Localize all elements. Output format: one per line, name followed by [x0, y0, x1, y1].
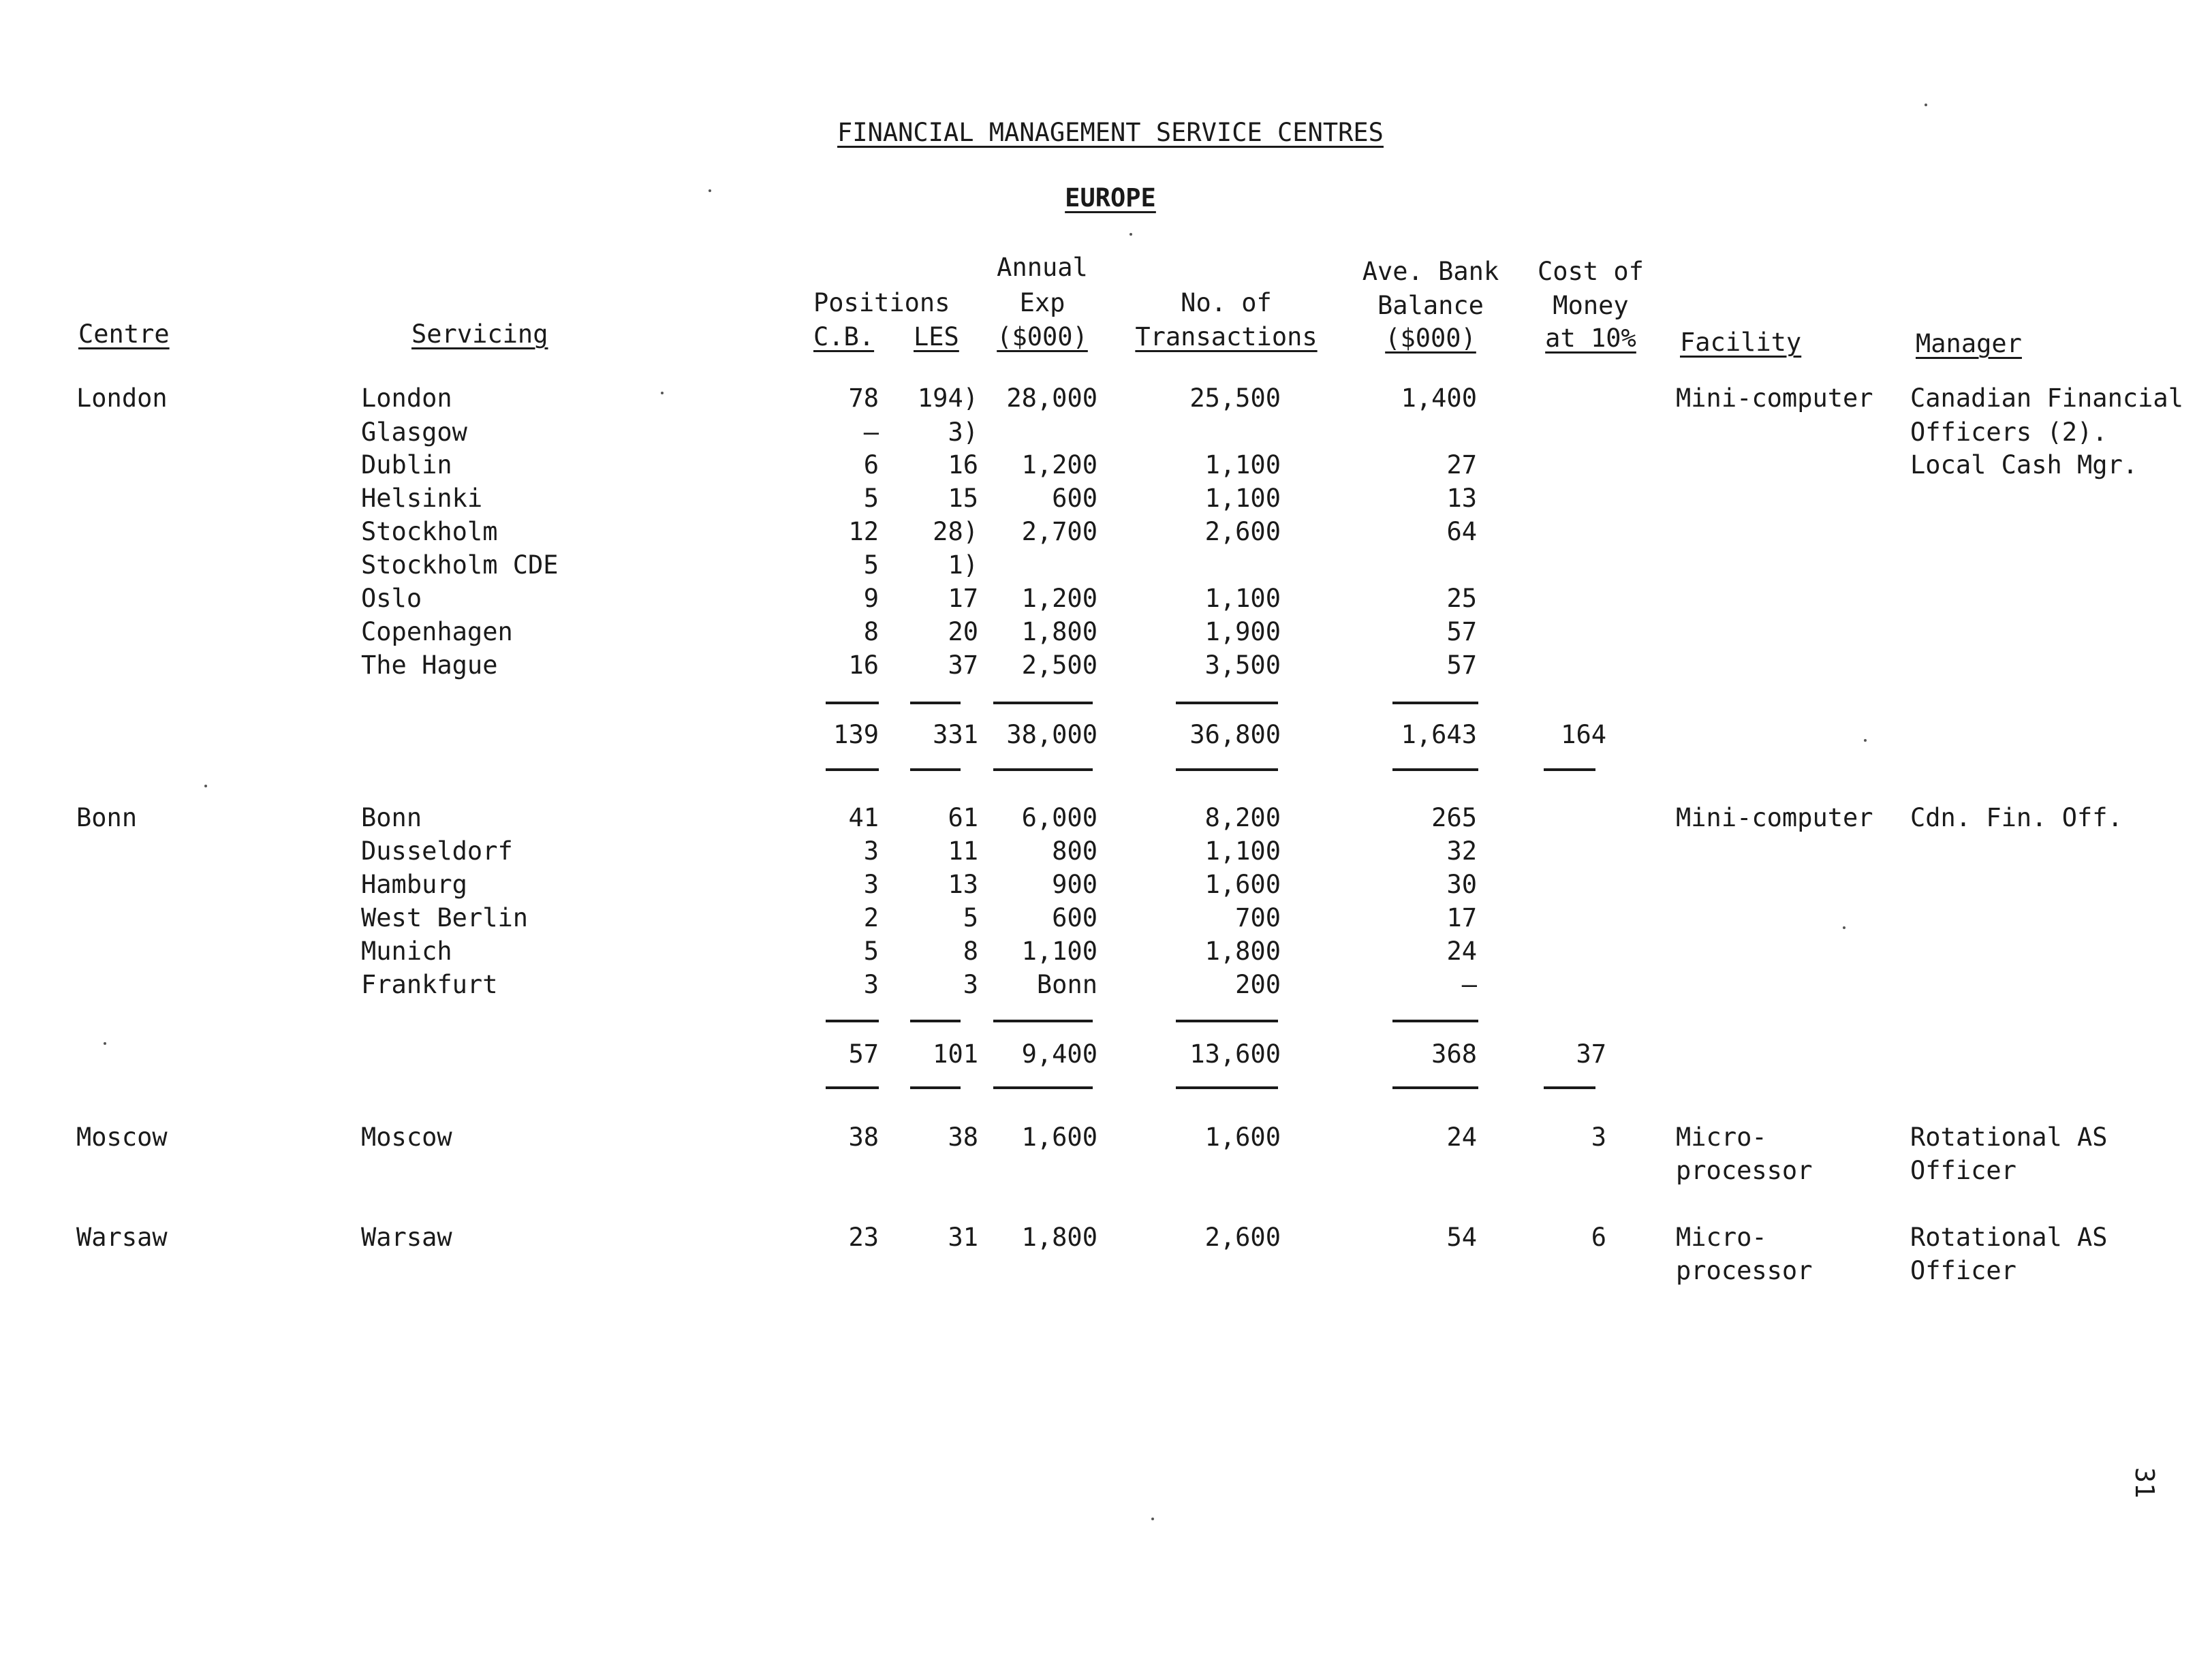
page-number: 31	[2129, 1467, 2160, 1498]
total-rule	[910, 702, 961, 704]
cell-exp: 900	[1052, 870, 1097, 899]
cell-exp: 1,600	[1021, 1123, 1097, 1152]
header-annual: Annual	[997, 253, 1088, 282]
cell-manager: Local Cash Mgr.	[1910, 450, 2138, 480]
cell-les: 8	[963, 937, 978, 966]
header-servicing: Servicing	[411, 319, 548, 349]
cell-exp: 38,000	[1006, 720, 1097, 749]
cell-bal: –	[1461, 970, 1477, 999]
total-rule	[1392, 1086, 1478, 1089]
cell-centre: Moscow	[76, 1123, 168, 1152]
cell-servicing: Bonn	[361, 803, 422, 832]
cell-cb: 5	[863, 550, 879, 580]
header-cost-of: Cost of	[1538, 257, 1644, 286]
cell-les: 15	[948, 484, 978, 513]
header-balance-unit: ($000)	[1385, 324, 1476, 353]
cell-les: 61	[948, 803, 978, 832]
cell-servicing: Dublin	[361, 450, 452, 480]
total-rule	[993, 702, 1093, 704]
total-rule	[826, 702, 879, 704]
cell-bal: 17	[1446, 903, 1477, 932]
cell-servicing: West Berlin	[361, 903, 529, 932]
total-rule	[910, 768, 961, 771]
cell-les: 194)	[917, 383, 978, 413]
scan-speck	[1843, 926, 1845, 929]
cell-cb: 6	[863, 450, 879, 480]
cell-cb: –	[863, 418, 879, 447]
scan-speck	[1925, 104, 1927, 106]
total-rule	[1176, 768, 1278, 771]
cell-bal: 24	[1446, 937, 1477, 966]
cell-exp: 2,500	[1021, 650, 1097, 680]
cell-servicing: Munich	[361, 937, 452, 966]
cell-les: 16	[948, 450, 978, 480]
header-facility: Facility	[1680, 328, 1802, 357]
cell-trans: 3,500	[1204, 650, 1281, 680]
header-exp: Exp	[1019, 288, 1065, 317]
cell-bal: 32	[1446, 836, 1477, 866]
cell-exp: 6,000	[1021, 803, 1097, 832]
cell-exp: 28,000	[1006, 383, 1097, 413]
scan-speck	[104, 1042, 106, 1045]
cell-cb: 5	[863, 484, 879, 513]
header-balance: Balance	[1377, 291, 1484, 320]
cell-trans: 8,200	[1204, 803, 1281, 832]
cell-les: 5	[963, 903, 978, 932]
cell-servicing: Dusseldorf	[361, 836, 513, 866]
cell-manager: Officers (2).	[1910, 418, 2108, 447]
cell-servicing: London	[361, 383, 452, 413]
header-exp-unit: ($000)	[997, 322, 1088, 351]
cell-les: 17	[948, 584, 978, 613]
cell-trans: 2,600	[1204, 517, 1281, 546]
cell-les: 3)	[948, 418, 978, 447]
cell-servicing: Helsinki	[361, 484, 483, 513]
cell-trans: 1,800	[1204, 937, 1281, 966]
cell-bal: 57	[1446, 650, 1477, 680]
cell-facility: Micro-	[1676, 1123, 1767, 1152]
cell-servicing: Stockholm	[361, 517, 498, 546]
cell-cb: 41	[848, 803, 879, 832]
total-rule	[1176, 1020, 1278, 1022]
cell-exp: 1,800	[1021, 617, 1097, 646]
cell-bal: 1,400	[1401, 383, 1477, 413]
cell-trans: 25,500	[1189, 383, 1281, 413]
cell-les: 38	[948, 1123, 978, 1152]
cell-exp: 9,400	[1021, 1039, 1097, 1069]
header-no-of: No. of	[1181, 288, 1272, 317]
cell-les: 20	[948, 617, 978, 646]
cell-facility: processor	[1676, 1256, 1813, 1285]
cell-exp: 1,800	[1021, 1223, 1097, 1252]
cell-les: 28)	[933, 517, 978, 546]
cell-les: 31	[948, 1223, 978, 1252]
cell-trans: 1,100	[1204, 484, 1281, 513]
cell-bal: 54	[1446, 1223, 1477, 1252]
cell-les: 37	[948, 650, 978, 680]
cell-cost: 6	[1591, 1223, 1606, 1252]
document-subtitle: EUROPE	[1065, 183, 1156, 213]
scan-speck	[204, 785, 207, 787]
cell-bal: 24	[1446, 1123, 1477, 1152]
cell-exp: 600	[1052, 903, 1097, 932]
cell-centre: Warsaw	[76, 1223, 168, 1252]
cell-les: 1)	[948, 550, 978, 580]
cell-cb: 78	[848, 383, 879, 413]
cell-servicing: Glasgow	[361, 418, 467, 447]
cell-les: 3	[963, 970, 978, 999]
cell-cb: 23	[848, 1223, 879, 1252]
total-rule	[993, 1020, 1093, 1022]
cell-trans: 13,600	[1189, 1039, 1281, 1069]
scan-speck	[1130, 233, 1132, 236]
total-rule	[1176, 702, 1278, 704]
cell-trans: 36,800	[1189, 720, 1281, 749]
cell-manager: Cdn. Fin. Off.	[1910, 803, 2123, 832]
total-rule	[993, 768, 1093, 771]
cell-facility: Mini-computer	[1676, 803, 1873, 832]
cell-servicing: Stockholm CDE	[361, 550, 559, 580]
total-rule	[1392, 1020, 1478, 1022]
cell-bal: 27	[1446, 450, 1477, 480]
cell-centre: Bonn	[76, 803, 138, 832]
scan-speck	[1151, 1518, 1154, 1520]
cell-bal: 368	[1431, 1039, 1477, 1069]
total-rule	[826, 1020, 879, 1022]
cell-cb: 16	[848, 650, 879, 680]
cell-trans: 1,100	[1204, 836, 1281, 866]
cell-manager: Officer	[1910, 1256, 2016, 1285]
cell-trans: 1,600	[1204, 1123, 1281, 1152]
cell-cost: 164	[1561, 720, 1606, 749]
total-rule	[910, 1020, 961, 1022]
header-ave-bank: Ave. Bank	[1362, 257, 1499, 286]
cell-cb: 3	[863, 836, 879, 866]
total-rule	[993, 1086, 1093, 1089]
cell-servicing: Hamburg	[361, 870, 467, 899]
cell-cb: 12	[848, 517, 879, 546]
total-rule	[1176, 1086, 1278, 1089]
header-positions: Positions	[813, 288, 950, 317]
cell-servicing: Copenhagen	[361, 617, 513, 646]
cell-cost: 37	[1576, 1039, 1606, 1069]
cell-exp: 600	[1052, 484, 1097, 513]
cell-centre: London	[76, 383, 168, 413]
total-rule	[826, 768, 879, 771]
scan-speck	[708, 189, 711, 192]
cell-cb: 139	[833, 720, 879, 749]
header-at-10: at 10%	[1545, 324, 1636, 353]
cell-cost: 3	[1591, 1123, 1606, 1152]
total-rule	[1392, 702, 1478, 704]
cell-facility: Micro-	[1676, 1223, 1767, 1252]
total-rule	[1392, 768, 1478, 771]
cell-les: 101	[933, 1039, 978, 1069]
cell-les: 331	[933, 720, 978, 749]
cell-manager: Officer	[1910, 1156, 2016, 1185]
header-manager: Manager	[1916, 329, 2022, 358]
cell-trans: 700	[1235, 903, 1281, 932]
cell-cb: 5	[863, 937, 879, 966]
cell-trans: 200	[1235, 970, 1281, 999]
cell-trans: 1,600	[1204, 870, 1281, 899]
cell-manager: Rotational AS	[1910, 1223, 2108, 1252]
cell-exp: 1,200	[1021, 584, 1097, 613]
total-rule	[826, 1086, 879, 1089]
scan-speck	[661, 392, 664, 394]
cell-servicing: Warsaw	[361, 1223, 452, 1252]
header-cb: C.B.	[813, 322, 875, 351]
cell-cb: 3	[863, 970, 879, 999]
total-rule	[1544, 768, 1595, 771]
header-les: LES	[914, 322, 959, 351]
cell-manager: Canadian Financial	[1910, 383, 2183, 413]
cell-servicing: Oslo	[361, 584, 422, 613]
total-rule	[910, 1086, 961, 1089]
cell-servicing: Frankfurt	[361, 970, 498, 999]
cell-servicing: Moscow	[361, 1123, 452, 1152]
cell-trans: 1,900	[1204, 617, 1281, 646]
cell-cb: 38	[848, 1123, 879, 1152]
cell-exp: 800	[1052, 836, 1097, 866]
cell-trans: 1,100	[1204, 450, 1281, 480]
document-title: FINANCIAL MANAGEMENT SERVICE CENTRES	[837, 118, 1384, 147]
cell-les: 13	[948, 870, 978, 899]
cell-facility: processor	[1676, 1156, 1813, 1185]
cell-bal: 1,643	[1401, 720, 1477, 749]
cell-bal: 30	[1446, 870, 1477, 899]
cell-bal: 57	[1446, 617, 1477, 646]
cell-exp: 1,100	[1021, 937, 1097, 966]
cell-cb: 2	[863, 903, 879, 932]
cell-cb: 8	[863, 617, 879, 646]
cell-trans: 2,600	[1204, 1223, 1281, 1252]
header-money: Money	[1553, 291, 1629, 320]
cell-bal: 265	[1431, 803, 1477, 832]
cell-cb: 57	[848, 1039, 879, 1069]
cell-facility: Mini-computer	[1676, 383, 1873, 413]
cell-exp: 2,700	[1021, 517, 1097, 546]
cell-bal: 13	[1446, 484, 1477, 513]
cell-trans: 1,100	[1204, 584, 1281, 613]
total-rule	[1544, 1086, 1595, 1089]
header-transactions: Transactions	[1135, 322, 1318, 351]
cell-exp: Bonn	[1036, 970, 1097, 999]
cell-manager: Rotational AS	[1910, 1123, 2108, 1152]
cell-bal: 25	[1446, 584, 1477, 613]
cell-cb: 3	[863, 870, 879, 899]
header-centre: Centre	[78, 319, 170, 349]
cell-cb: 9	[863, 584, 879, 613]
cell-les: 11	[948, 836, 978, 866]
cell-exp: 1,200	[1021, 450, 1097, 480]
cell-bal: 64	[1446, 517, 1477, 546]
scan-speck	[1864, 739, 1867, 742]
cell-servicing: The Hague	[361, 650, 498, 680]
